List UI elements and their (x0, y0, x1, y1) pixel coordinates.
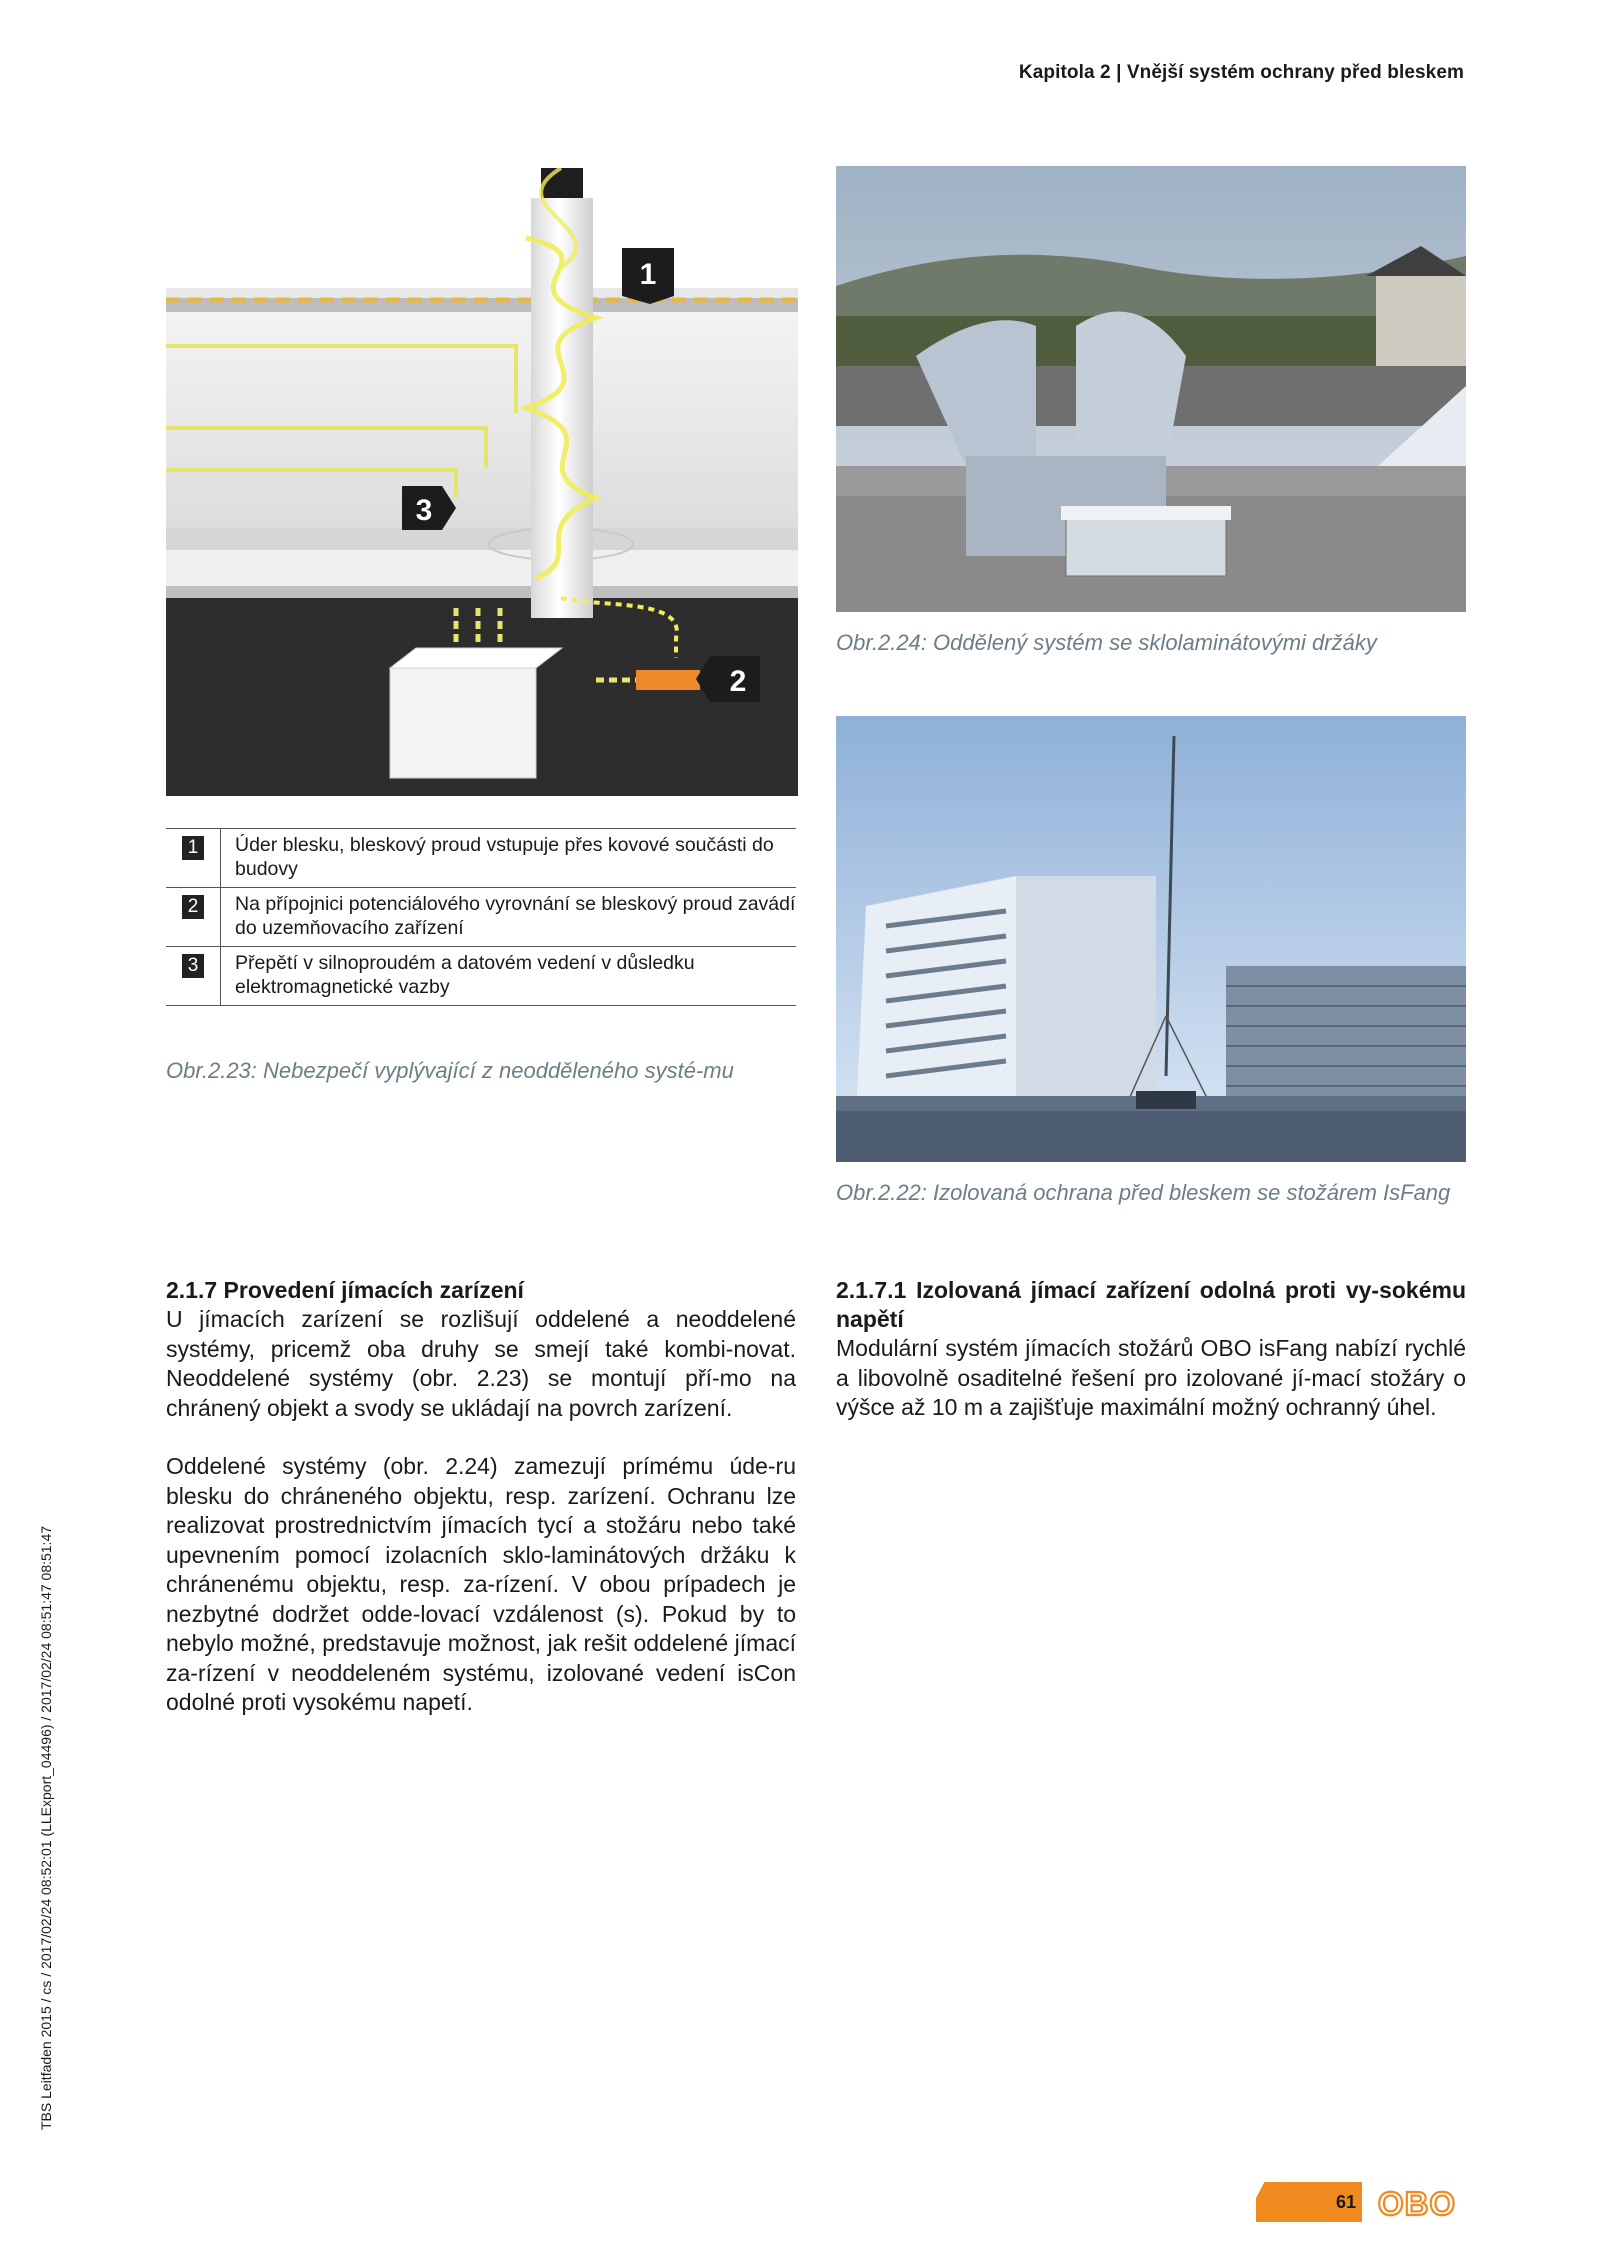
section-2-1-7-1 (836, 1276, 1466, 1423)
section-heading: 2.1.7 Provedení jímacích zarízení (166, 1277, 524, 1303)
figure-2-22-photo (836, 716, 1466, 1162)
section-heading: 2.1.7.1 Izolovaná jímací zařízení odolná proti vy-sokému napětí (836, 1277, 1466, 1332)
page-number: 61 (1335, 2192, 1356, 2212)
paragraph: U jímacích zarízení se rozlišují oddelené a neoddelené systémy, pricemž oba druhy se smejí také kombi-novat. Neoddelené systémy (obr. 2.23) se montují pří-mo na chránený objekt a svody se ukládají na povrch zarízení. (166, 1306, 796, 1421)
figure-2-24-photo (836, 166, 1466, 612)
svg-text:3: 3 (415, 494, 433, 527)
svg-text:OBO: OBO (1377, 2186, 1457, 2220)
legend-row (166, 828, 796, 887)
legend-text: Na přípojnici potenciálového vyrovnání se bleskový proud zavádí do uzemňovacího zařízení (235, 893, 796, 939)
legend-number: 3 (182, 954, 204, 978)
legend-text: Úder blesku, bleskový proud vstupuje přes kovové součásti do budovy (235, 834, 774, 880)
figure-legend (166, 828, 796, 1006)
svg-text:2: 2 (729, 665, 747, 698)
rooftop-photo-fiberglass (836, 166, 1466, 612)
svg-text:1: 1 (639, 258, 657, 291)
paragraph: Modulární systém jímacích stožárů OBO isFang nabízí rychlé a libovolně osaditelné řešení pro izolované jí-mací stožáry o výšce až 10 m a zajišťuje maximální možný ochranný úhel. (836, 1335, 1466, 1420)
print-info-sidebar: TBS Leitfaden 2015 / cs / 2017/02/24 08:52:01 (LLExport_04496) / 2017/02/24 08:51:47 08:51:47 (38, 1525, 54, 2130)
legend-row (166, 946, 796, 1006)
section-2-1-7 (166, 1276, 796, 1718)
legend-row (166, 887, 796, 946)
legend-number: 2 (182, 895, 204, 919)
figure-2-24-caption: Obr.2.24: Oddělený systém se sklolaminátovými držáky (836, 630, 1377, 655)
marker-1 (622, 248, 674, 304)
chapter-header: Kapitola 2 | Vnější systém ochrany před bleskem (1018, 62, 1464, 83)
legend-text: Přepětí v silnoproudém a datovém vedení v důsledku elektromagnetické vazby (235, 952, 695, 998)
obo-logo (1376, 2186, 1458, 2220)
figure-2-23-caption: Obr.2.23: Nebezpečí vyplývající z neodděleného systé-mu (166, 1058, 734, 1083)
rooftop-photo-isfang-mast (836, 716, 1466, 1162)
figure-2-23-illustration (166, 168, 798, 796)
legend-number: 1 (182, 836, 204, 860)
paragraph: Oddelené systémy (obr. 2.24) zamezují prímému úde-ru blesku do chráneného objektu, resp. zarízení. Ochranu lze realizovat prostrednictvím jímacích tycí a stožáru nebo také upevnením pomocí izolacních sklo-laminátových držáku k chránenému objektu, resp. za-rízení. V obou prípadech je nezbytné dodržet odde-lovací vzdálenost (s). Pokud by to nebylo možné, predstavuje možnost, jak rešit oddelené jímací za-rízení v neoddeleném systému, izolované vedení isCon odolné proti vysokému napetí. (166, 1453, 796, 1715)
figure-2-22-caption: Obr.2.22: Izolovaná ochrana před bleskem se stožárem IsFang (836, 1180, 1451, 1205)
lightning-illustration (166, 168, 798, 796)
